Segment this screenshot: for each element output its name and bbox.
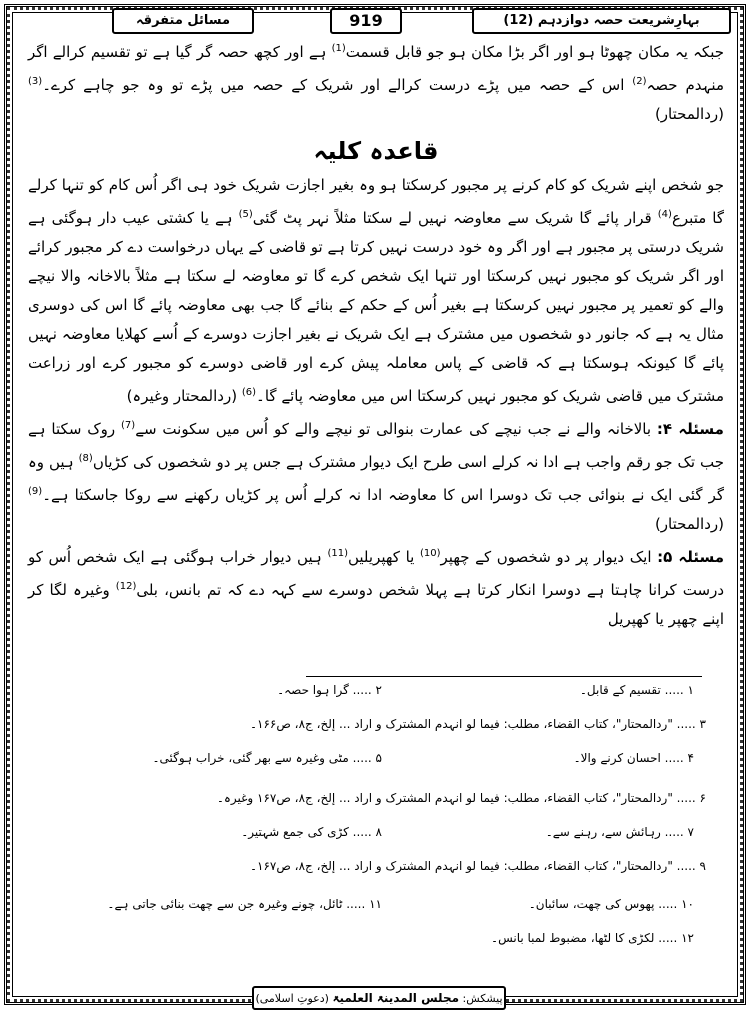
masala-5-label: مسئلہ ۵: — [657, 548, 724, 566]
page-header — [20, 6, 732, 32]
rule-paragraph: جو شخص اپنے شریک کو کام کرنے پر مجبور کرسکتا ہو وہ بغیر اجازت شریک خود ہی اگر اُس کام کو تنہا کرلے گا متبرع$^{(4)}$ قرار پائے گا شریک سے معاوضہ نہیں لے سکتا مثلاً نہر پٹ گئی$^{(5)}$ ہے یا کشتی عیب دار ہوگئی ہے شریک درستی پر مجبور ہے اور اگر وہ خود درست نہیں کرتا ہے تو قاضی کے یہاں درخواست دے کر مجبور کرائے اور اگر شریک کو مجبور نہیں کرسکتا اور تنہا ایک شخص کرے گا تو معاوضہ لے سکتا ہے مثلاً بالاخانہ والا نیچے والے کو تعمیر پر مجبور نہیں کرسکتا ہے بغیر اُس کے حکم کے بنائے گا جب بھی معاوضہ پائے گا اس کی دوسری مثال یہ ہے کہ جانور دو شخصوں میں مشترک ہے ایک شریک نے بغیر اجازت دوسرے کے اُسے کھلایا معاوضہ نہیں پائے گا کیونکہ ہوسکتا ہے کہ قاضی کے پاس معاملہ پیش کرے اور قاضی دوسرے کو مجبور کرے اور زراعت مشترک میں قاضی شریک کو مجبور نہیں کرسکتا اس میں معاوضہ پائے گا۔$^{(6)}$ (ردالمحتار وغیرہ) — [28, 176, 724, 405]
masala-4: مسئلہ ۴: بالاخانہ والے نے جب نیچے کی عمارت بنوالی تو نیچے والے کو اُس میں سکونت سے$^{(7)}$ روک سکتا ہے جب تک جو رقم واجب ہے ادا نہ کرلے اسی طرح ایک دیوار مشترک ہے جس پر دو شخصوں کی کڑیاں$^{(8)}$ ہیں وہ گر گئی ایک نے بنوائی جب تک دوسرا اس کا معاوضہ ادا نہ کرلے اُس پر کڑیاں رکھنے سے روکا جاسکتا ہے۔$^{(9)}$ (ردالمحتار) — [28, 420, 724, 533]
heading-qaida-kulliya: قاعدہ کلیہ — [313, 137, 439, 165]
section-title: مسائل متفرقہ — [112, 8, 254, 34]
footnote-2: ۲ ..... گرا ہوا حصہ۔ — [277, 683, 382, 697]
footnote-5: ۵ ..... مٹی وغیرہ سے بھر گئی، خراب ہوگئی۔ — [152, 751, 382, 765]
footnote-7: ۷ ..... رہائش سے، رہنے سے۔ — [545, 825, 694, 839]
footnote-6: ۶ ..... "ردالمحتار"، کتاب القضاء، مطلب: فیما لو انہدم المشترک و اراد ... إلخ، ج۸، ص۱۶۷ وغیرہ۔ — [216, 791, 706, 805]
masala-5: مسئلہ ۵: ایک دیوار پر دو شخصوں کے چھپر$^{(10)}$ یا کھپریلیں$^{(11)}$ ہیں دیوار خراب ہوگئی ہے ایک شخص اُس کو درست کرانا چاہتا ہے دوسرا انکار کرتا ہے پہلا شخص دوسرے سے کہہ دے کہ تم بانس، بلی$^{(12)}$ وغیرہ لگا کر اپنے چھپر یا کھپریل — [28, 548, 724, 628]
footnote-12: ۱۲ ..... لکڑی کا لٹھا، مضبوط لمبا بانس۔ — [491, 931, 694, 945]
footnote-1: ۱ ..... تقسیم کے قابل۔ — [579, 683, 694, 697]
page-footer — [252, 986, 506, 1010]
rule-reference: (ردالمحتار وغیرہ) — [126, 387, 238, 405]
footer-suffix: (دعوتِ اسلامی) — [255, 992, 329, 1005]
footnote-divider — [306, 676, 702, 677]
masala-4-reference: (ردالمحتار) — [654, 515, 724, 533]
footnote-4: ۴ ..... احسان کرنے والا۔ — [573, 751, 694, 765]
main-text — [28, 34, 724, 634]
footer-org: مجلس المدینۃ العلمیۃ — [332, 991, 460, 1005]
masala-4-label: مسئلہ ۴: — [656, 420, 724, 438]
footnote-9: ۹ ..... "ردالمحتار"، کتاب القضاء، مطلب: فیما لو انہدم المشترک و اراد ... إلخ، ج۸، ص۱۶۷۔ — [249, 859, 706, 873]
intro-paragraph: جبکہ یہ مکان چھوٹا ہو اور اگر بڑا مکان ہو جو قابل قسمت$^{(1)}$ ہے اور کچھ حصہ گر گیا ہے تو تقسیم کرالے اگر منہدم حصہ$^{(2)}$ اس کے حصہ میں پڑے درست کرالے اور شریک کے حصہ میں پڑے تو وہ جو چاہے کرے۔$^{(3)}$ (ردالمحتار) — [28, 43, 724, 123]
footnote-10: ۱۰ ..... پھوس کی چھت، سائبان۔ — [528, 897, 694, 911]
intro-reference: (ردالمحتار) — [654, 105, 724, 123]
book-title: بہارِشریعت حصہ دوازدہم (12) — [472, 8, 731, 34]
page-number: 919 — [330, 8, 402, 34]
footnote-8: ۸ ..... کڑی کی جمع شہتیر۔ — [241, 825, 382, 839]
footer-prefix: پیشکش: — [462, 992, 503, 1005]
footnote-3: ۳ ..... "ردالمحتار"، کتاب القضاء، مطلب: فیما لو انہدم المشترک و اراد ... إلخ، ج۸، ص۱۶۶۔ — [249, 717, 706, 731]
footnote-11: ۱۱ ..... ٹائل، چونے وغیرہ جن سے چھت بنائی جاتی ہے۔ — [107, 897, 382, 911]
